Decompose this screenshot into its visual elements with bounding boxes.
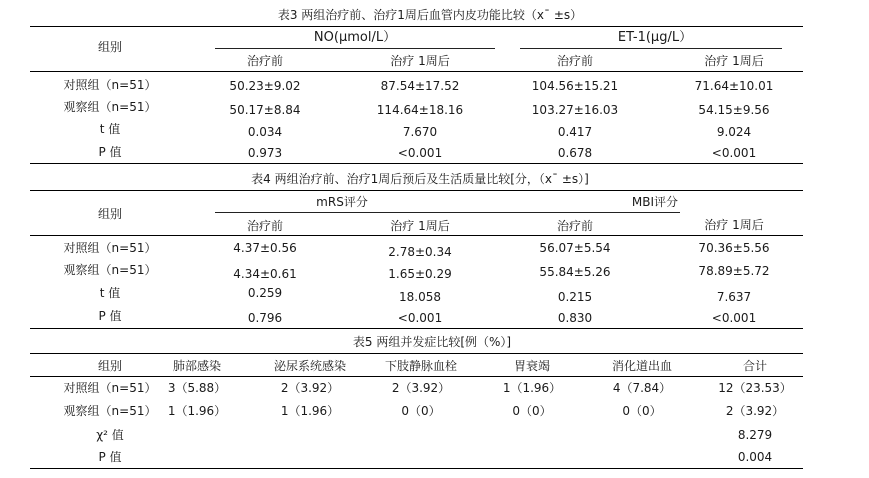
table3-cell: 0.034 bbox=[247, 125, 283, 139]
table4-cell: 70.36±5.56 bbox=[698, 241, 770, 255]
table3-cell: 87.54±17.52 bbox=[380, 79, 460, 93]
table3-sub-after-et: 治疗 1周后 bbox=[704, 54, 764, 68]
table3-cell: <0.001 bbox=[397, 146, 443, 160]
table5-cell: 0.004 bbox=[737, 450, 773, 464]
table4-sub-after-mbi: 治疗 1周后 bbox=[704, 218, 764, 232]
table3-row-label: 观察组（n=51） bbox=[63, 100, 157, 114]
table4-cell: 56.07±5.54 bbox=[539, 241, 611, 255]
table4-cell: 55.84±5.26 bbox=[539, 265, 611, 279]
table4-mrs-header: mRS评分 bbox=[316, 195, 368, 209]
table3-cell: 71.64±10.01 bbox=[694, 79, 774, 93]
table5-cell: 0（0） bbox=[622, 404, 662, 418]
table5-header-group: 组别 bbox=[97, 359, 123, 373]
table4-cell: 0.830 bbox=[557, 311, 593, 325]
table5-caption: 表5 两组并发症比较[例（%）] bbox=[352, 335, 512, 349]
table3-cell: 0.417 bbox=[557, 125, 593, 139]
table3-cell: 0.973 bbox=[247, 146, 283, 160]
table3-cell: 54.15±9.56 bbox=[698, 103, 770, 117]
table4-cell: 4.37±0.56 bbox=[233, 241, 297, 255]
table3-cell: 0.678 bbox=[557, 146, 593, 160]
table3-et-header: ET-1(μg/L） bbox=[617, 30, 693, 45]
table5-cell: 12（23.53） bbox=[718, 381, 792, 395]
table3-no-header: NO(μmol/L） bbox=[313, 30, 397, 45]
table4-sub-before-mbi: 治疗前 bbox=[556, 219, 594, 233]
table5-cell: 2（3.92） bbox=[280, 381, 340, 395]
table4-cell: 7.637 bbox=[716, 290, 752, 304]
table3-sub-before-no: 治疗前 bbox=[246, 54, 284, 68]
table3-cell: 50.17±8.84 bbox=[229, 103, 301, 117]
table3-cell: 103.27±16.03 bbox=[531, 103, 619, 117]
table5-cell: 1（1.96） bbox=[502, 381, 562, 395]
table5-row-label: P 值 bbox=[98, 450, 122, 464]
table4-mbi-header: MBI评分 bbox=[631, 195, 679, 209]
table4-cell: 4.34±0.61 bbox=[233, 267, 297, 281]
table4-cell: 2.78±0.34 bbox=[388, 245, 452, 259]
table3-et-underline bbox=[520, 48, 782, 49]
table5-row-label: 对照组（n=51） bbox=[63, 381, 157, 395]
table5-bottom-rule bbox=[30, 468, 803, 469]
table3-cell: 7.670 bbox=[402, 125, 438, 139]
table4-bottom-rule bbox=[30, 328, 803, 329]
table4-cell: 78.89±5.72 bbox=[698, 264, 770, 278]
table3-header-rule bbox=[30, 71, 803, 72]
table3-cell: 9.024 bbox=[716, 125, 752, 139]
table5-cell: 0（0） bbox=[512, 404, 552, 418]
table4-cell: 0.215 bbox=[557, 290, 593, 304]
table5-cell: 3（5.88） bbox=[167, 381, 227, 395]
table4-cell: 1.65±0.29 bbox=[388, 267, 452, 281]
table5-top-rule bbox=[30, 353, 803, 354]
table5-cell: 0（0） bbox=[401, 404, 441, 418]
table4-cell: <0.001 bbox=[711, 311, 757, 325]
table4-header-rule bbox=[30, 235, 803, 236]
table4-group-header: 组别 bbox=[97, 207, 123, 221]
table5-header-rule bbox=[30, 376, 803, 377]
table3-sub-after-no: 治疗 1周后 bbox=[390, 54, 450, 68]
table4-caption: 表4 两组治疗前、治疗1周后预后及生活质量比较[分，（x¯ ±s）] bbox=[251, 172, 589, 186]
table3-row-label: t 值 bbox=[99, 122, 121, 136]
table4-cell: 18.058 bbox=[399, 290, 441, 304]
table3-row-label: 对照组（n=51） bbox=[63, 78, 157, 92]
table5-cell: 1（1.96） bbox=[280, 404, 340, 418]
table5-header-dvt: 下肢静脉血栓 bbox=[384, 359, 458, 373]
table5-cell: 8.279 bbox=[737, 428, 773, 442]
table4-mrs-underline bbox=[215, 212, 680, 213]
table4-row-label: 观察组（n=51） bbox=[63, 263, 157, 277]
table3-bottom-rule bbox=[30, 163, 803, 164]
table5-header-gastric: 胃衰竭 bbox=[513, 359, 551, 373]
table5-header-total: 合计 bbox=[742, 359, 768, 373]
table4-top-rule bbox=[30, 190, 803, 191]
table5-header-lung: 肺部感染 bbox=[172, 359, 222, 373]
table4-row-label: t 值 bbox=[99, 286, 121, 300]
table3-top-rule bbox=[30, 26, 803, 27]
table3-group-header: 组别 bbox=[97, 40, 123, 54]
table5-cell: 1（1.96） bbox=[167, 404, 227, 418]
table3-caption: 表3 两组治疗前、治疗1周后血管内皮功能比较（x¯ ±s） bbox=[277, 8, 583, 22]
table4-cell: <0.001 bbox=[397, 311, 443, 325]
table5-row-label: 观察组（n=51） bbox=[63, 404, 157, 418]
table3-cell: <0.001 bbox=[711, 146, 757, 160]
table4-row-label: 对照组（n=51） bbox=[63, 241, 157, 255]
table3-sub-before-et: 治疗前 bbox=[556, 54, 594, 68]
table3-cell: 104.56±15.21 bbox=[531, 79, 619, 93]
table5-header-urinary: 泌尿系统感染 bbox=[273, 359, 347, 373]
table5-cell: 2（3.92） bbox=[725, 404, 785, 418]
table4-cell: 0.259 bbox=[247, 286, 283, 300]
table3-cell: 50.23±9.02 bbox=[229, 79, 301, 93]
table5-cell: 2（3.92） bbox=[391, 381, 451, 395]
table4-sub-before-mrs: 治疗前 bbox=[246, 219, 284, 233]
table5-cell: 4（7.84） bbox=[612, 381, 672, 395]
table4-cell: 0.796 bbox=[247, 311, 283, 325]
table5-header-gi-bleed: 消化道出血 bbox=[611, 359, 673, 373]
table3-row-label: P 值 bbox=[98, 145, 122, 159]
table3-cell: 114.64±18.16 bbox=[376, 103, 464, 117]
table3-no-underline bbox=[215, 48, 495, 49]
table5-row-label: χ² 值 bbox=[96, 428, 124, 442]
table4-row-label: P 值 bbox=[98, 309, 122, 323]
table4-sub-after-mrs: 治疗 1周后 bbox=[390, 219, 450, 233]
